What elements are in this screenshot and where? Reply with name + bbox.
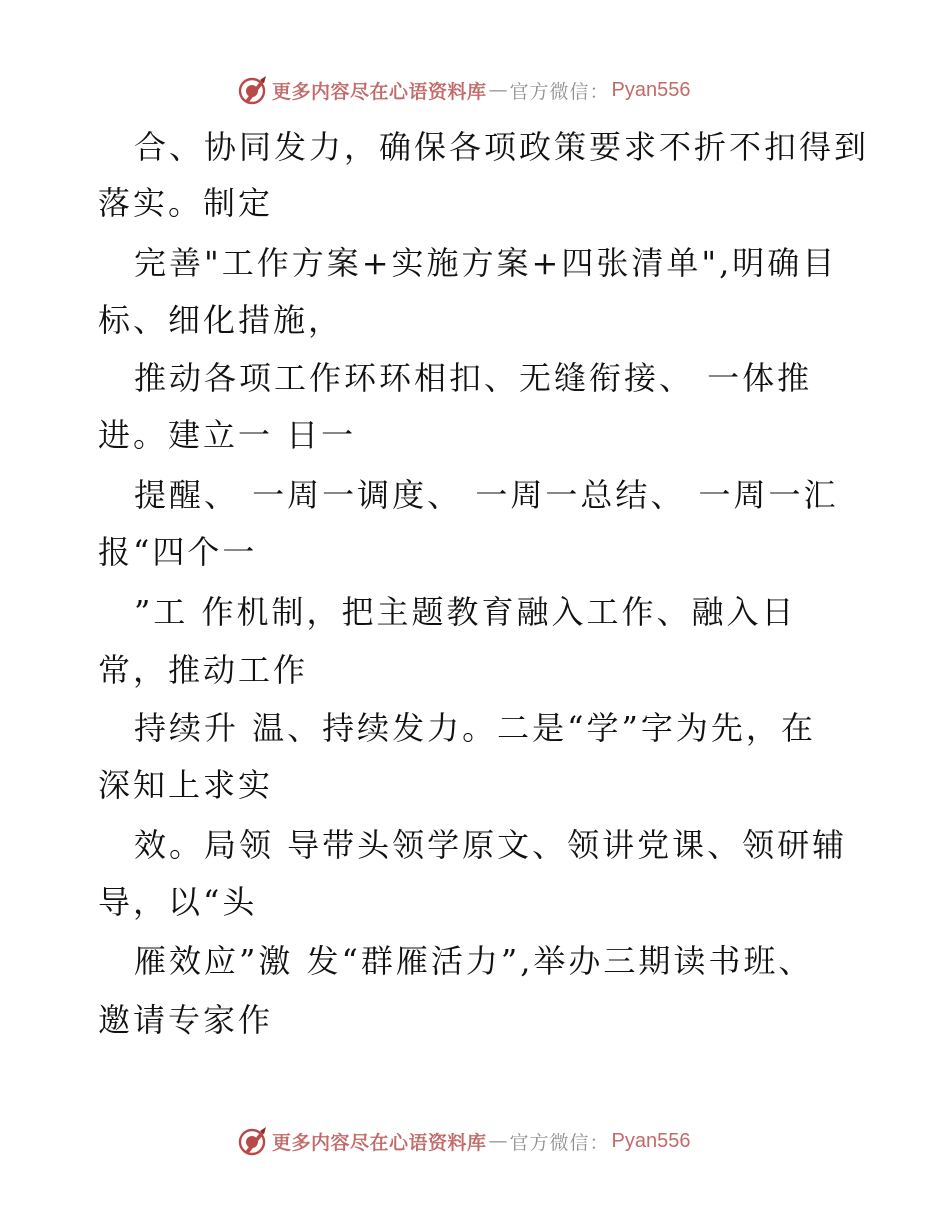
body-line: 合、协同发力，确保各项政策要求不折不扣得到 (134, 128, 870, 166)
body-line: 常，推动工作 (98, 651, 309, 689)
body-line: 效。局领 导带头领学原文、领讲党课、领研辅 (134, 826, 848, 864)
body-line: 推动各项工作环环相扣、无缝衔接、 一体推 (134, 359, 813, 397)
body-line: 导，以“头 (98, 883, 258, 921)
footer-dash: — (488, 1130, 508, 1152)
body-line: 深知上求实 (98, 766, 274, 804)
body-line: 进。建立一 日一 (98, 416, 357, 454)
quill-pen-logo-icon (236, 1125, 268, 1157)
header-title: 更多内容尽在心语资料库 (272, 80, 487, 103)
footer-banner (236, 1124, 691, 1158)
footer-wechat-id: Pyan556 (611, 1129, 691, 1152)
quill-pen-logo-icon (236, 74, 268, 106)
body-line: 标、细化措施， (98, 301, 344, 339)
body-line: 落实。制定 (98, 184, 274, 222)
header-dash: — (488, 79, 508, 101)
body-line: 雁效应”激 发“群雁活力”,举办三期读书班、 (134, 942, 814, 980)
body-line: 邀请专家作 (98, 1001, 274, 1039)
body-line: 持续升 温、持续发力。二是“学”字为先，在 (134, 709, 816, 747)
header-wechat-id: Pyan556 (611, 78, 691, 101)
header-banner (236, 73, 691, 107)
body-line: 报“四个一 (98, 533, 258, 571)
footer-label: 官方微信： (509, 1131, 610, 1154)
body-line: 完善"工作方案+实施方案+四张清单",明确目 (134, 244, 838, 282)
header-label: 官方微信： (509, 80, 610, 103)
body-line: ”工 作机制，把主题教育融入工作、融入日 (134, 593, 797, 631)
body-line: 提醒、 一周一调度、 一周一总结、 一周一汇 (134, 476, 839, 514)
footer-title: 更多内容尽在心语资料库 (272, 1131, 487, 1154)
